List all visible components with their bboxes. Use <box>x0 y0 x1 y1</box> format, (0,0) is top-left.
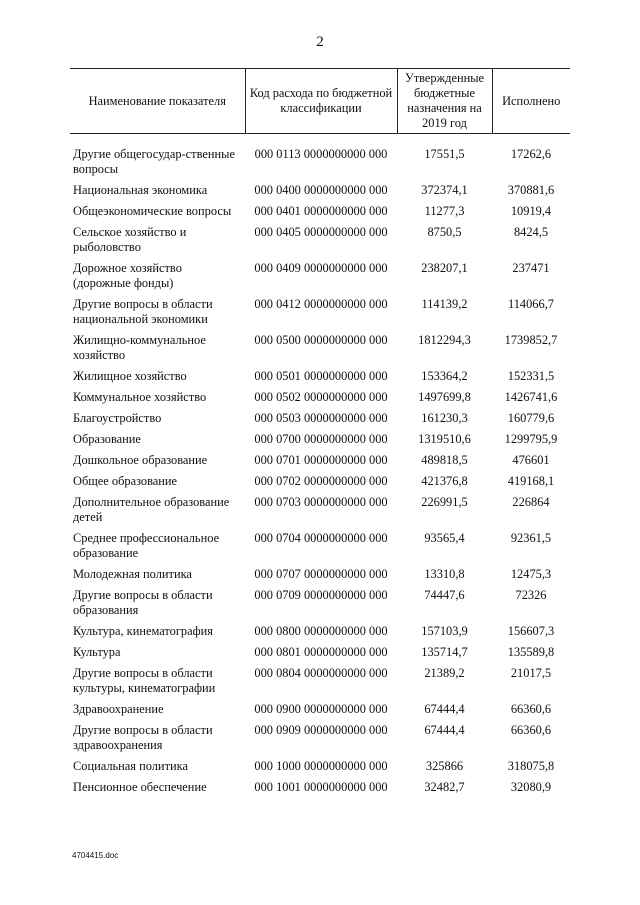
row-approved-amount: 1497699,8 <box>418 390 471 404</box>
row-approved-amount: 226991,5 <box>421 495 468 509</box>
row-indicator-name: Молодежная политика <box>73 567 192 581</box>
row-indicator-name: Образование <box>73 432 141 446</box>
row-expense-code: 000 0909 0000000000 000 <box>254 723 388 737</box>
row-expense-code: 000 0113 0000000000 000 <box>254 147 388 161</box>
row-approved-amount: 421376,8 <box>421 474 468 488</box>
row-executed-amount: 1739852,7 <box>504 333 558 347</box>
row-expense-code: 000 0409 0000000000 000 <box>254 261 388 275</box>
row-expense-code: 000 0503 0000000000 000 <box>254 411 388 425</box>
row-indicator-name: Жилищно-коммунальное хозяйство <box>73 333 206 362</box>
table-row <box>70 588 570 624</box>
row-expense-code: 000 0400 0000000000 000 <box>254 183 388 197</box>
row-executed-amount: 1426741,6 <box>504 390 558 404</box>
header-indicator-name: Наименование показателя <box>70 69 245 134</box>
row-executed-amount: 160779,6 <box>507 411 555 425</box>
row-expense-code: 000 0405 0000000000 000 <box>254 225 388 239</box>
row-approved-amount: 489818,5 <box>421 453 468 467</box>
row-approved-amount: 1812294,3 <box>418 333 471 347</box>
table-row <box>70 702 570 723</box>
row-executed-amount: 32080,9 <box>510 780 552 794</box>
table-row <box>70 432 570 453</box>
row-expense-code: 000 0412 0000000000 000 <box>254 297 388 311</box>
table-row <box>70 297 570 333</box>
document-file-name: 4704415.doc <box>72 851 119 860</box>
row-indicator-name: Коммунальное хозяйство <box>73 390 207 404</box>
row-executed-amount: 72326 <box>515 588 547 602</box>
row-approved-amount: 325866 <box>425 759 464 773</box>
header-approved-amount: Утвержденные бюджетные назначения на 2019 год <box>397 69 492 134</box>
row-indicator-name: Благоустройство <box>73 411 162 425</box>
row-approved-amount: 238207,1 <box>421 261 468 275</box>
row-executed-amount: 156607,3 <box>507 624 555 638</box>
row-approved-amount: 74447,6 <box>424 588 465 602</box>
row-executed-amount: 114066,7 <box>507 297 554 311</box>
table-row <box>70 645 570 666</box>
row-executed-amount: 12475,3 <box>510 567 552 581</box>
row-indicator-name: Дорожное хозяйство (дорожные фонды) <box>73 261 182 290</box>
table-row <box>70 495 570 531</box>
row-indicator-name: Культура, кинематография <box>73 624 213 638</box>
table-row <box>70 723 570 759</box>
row-executed-amount: 318075,8 <box>507 759 555 773</box>
table-row <box>70 411 570 432</box>
row-indicator-name: Другие вопросы в области здравоохранения <box>73 723 213 752</box>
row-executed-amount: 476601 <box>512 453 550 467</box>
table-row <box>70 567 570 588</box>
row-executed-amount: 135589,8 <box>507 645 555 659</box>
table-header-row <box>70 69 570 134</box>
row-indicator-name: Пенсионное обеспечение <box>73 780 207 794</box>
row-approved-amount: 1319510,6 <box>418 432 471 446</box>
row-executed-amount: 17262,6 <box>510 147 552 161</box>
row-indicator-name: Другие вопросы в области культуры, кинематографии <box>73 666 216 695</box>
table-row <box>70 453 570 474</box>
table-row <box>70 134 570 184</box>
row-approved-amount: 114139,2 <box>421 297 468 311</box>
row-executed-amount: 226864 <box>512 495 550 509</box>
row-approved-amount: 8750,5 <box>427 225 462 239</box>
table-row <box>70 624 570 645</box>
row-executed-amount: 66360,6 <box>510 723 552 737</box>
page-number: 2 <box>316 34 324 50</box>
row-executed-amount: 1299795,9 <box>504 432 558 446</box>
row-expense-code: 000 1001 0000000000 000 <box>254 780 388 794</box>
row-executed-amount: 10919,4 <box>510 204 552 218</box>
row-indicator-name: Общее образование <box>73 474 178 488</box>
row-approved-amount: 135714,7 <box>421 645 468 659</box>
row-executed-amount: 419168,1 <box>507 474 555 488</box>
row-expense-code: 000 0502 0000000000 000 <box>254 390 388 404</box>
row-approved-amount: 157103,9 <box>421 624 468 638</box>
table-row <box>70 261 570 297</box>
row-executed-amount: 92361,5 <box>510 531 552 545</box>
row-expense-code: 000 0900 0000000000 000 <box>254 702 388 716</box>
row-indicator-name: Жилищное хозяйство <box>73 369 187 383</box>
row-expense-code: 000 0702 0000000000 000 <box>254 474 388 488</box>
table-row <box>70 225 570 261</box>
table-row <box>70 780 570 801</box>
row-executed-amount: 370881,6 <box>507 183 555 197</box>
row-executed-amount: 152331,5 <box>507 369 555 383</box>
row-expense-code: 000 0500 0000000000 000 <box>254 333 388 347</box>
table-row <box>70 333 570 369</box>
row-expense-code: 000 0401 0000000000 000 <box>254 204 388 218</box>
header-expense-code: Код расхода по бюджетной классификации <box>245 69 397 134</box>
row-indicator-name: Другие вопросы в области образования <box>73 588 213 617</box>
row-approved-amount: 32482,7 <box>424 780 465 794</box>
row-indicator-name: Общеэкономические вопросы <box>73 204 232 218</box>
row-expense-code: 000 0804 0000000000 000 <box>254 666 388 680</box>
row-expense-code: 000 0709 0000000000 000 <box>254 588 388 602</box>
row-expense-code: 000 0703 0000000000 000 <box>254 495 388 509</box>
row-expense-code: 000 0800 0000000000 000 <box>254 624 388 638</box>
row-approved-amount: 13310,8 <box>424 567 465 581</box>
row-executed-amount: 237471 <box>512 261 550 275</box>
table-row <box>70 531 570 567</box>
row-approved-amount: 161230,3 <box>421 411 468 425</box>
row-approved-amount: 67444,4 <box>424 702 465 716</box>
table-row <box>70 369 570 390</box>
row-expense-code: 000 1000 0000000000 000 <box>254 759 388 773</box>
row-indicator-name: Культура <box>73 645 121 659</box>
row-expense-code: 000 0704 0000000000 000 <box>254 531 388 545</box>
table-row <box>70 666 570 702</box>
row-executed-amount: 21017,5 <box>510 666 552 680</box>
row-approved-amount: 372374,1 <box>421 183 468 197</box>
row-executed-amount: 8424,5 <box>513 225 549 239</box>
row-expense-code: 000 0501 0000000000 000 <box>254 369 388 383</box>
table-row <box>70 390 570 411</box>
header-executed-amount: Исполнено <box>492 69 570 134</box>
row-indicator-name: Дополнительное образование детей <box>73 495 230 524</box>
row-approved-amount: 67444,4 <box>424 723 465 737</box>
row-indicator-name: Другие общегосудар-ственные вопросы <box>73 147 235 176</box>
row-executed-amount: 66360,6 <box>510 702 552 716</box>
row-indicator-name: Социальная политика <box>73 759 188 773</box>
table-row <box>70 204 570 225</box>
table-row <box>70 759 570 780</box>
row-expense-code: 000 0707 0000000000 000 <box>254 567 388 581</box>
table-row <box>70 183 570 204</box>
row-approved-amount: 11277,3 <box>424 204 465 218</box>
row-indicator-name: Дошкольное образование <box>73 453 208 467</box>
row-expense-code: 000 0700 0000000000 000 <box>254 432 388 446</box>
row-indicator-name: Сельское хозяйство и рыболовство <box>73 225 187 254</box>
budget-execution-table <box>70 68 570 801</box>
row-approved-amount: 153364,2 <box>421 369 468 383</box>
row-expense-code: 000 0801 0000000000 000 <box>254 645 388 659</box>
row-approved-amount: 17551,5 <box>424 147 465 161</box>
row-indicator-name: Национальная экономика <box>73 183 208 197</box>
row-approved-amount: 21389,2 <box>424 666 465 680</box>
table-row <box>70 474 570 495</box>
row-expense-code: 000 0701 0000000000 000 <box>254 453 388 467</box>
row-approved-amount: 93565,4 <box>424 531 465 545</box>
row-indicator-name: Среднее профессиональное образование <box>73 531 220 560</box>
row-indicator-name: Другие вопросы в области национальной экономики <box>73 297 213 326</box>
row-indicator-name: Здравоохранение <box>73 702 164 716</box>
